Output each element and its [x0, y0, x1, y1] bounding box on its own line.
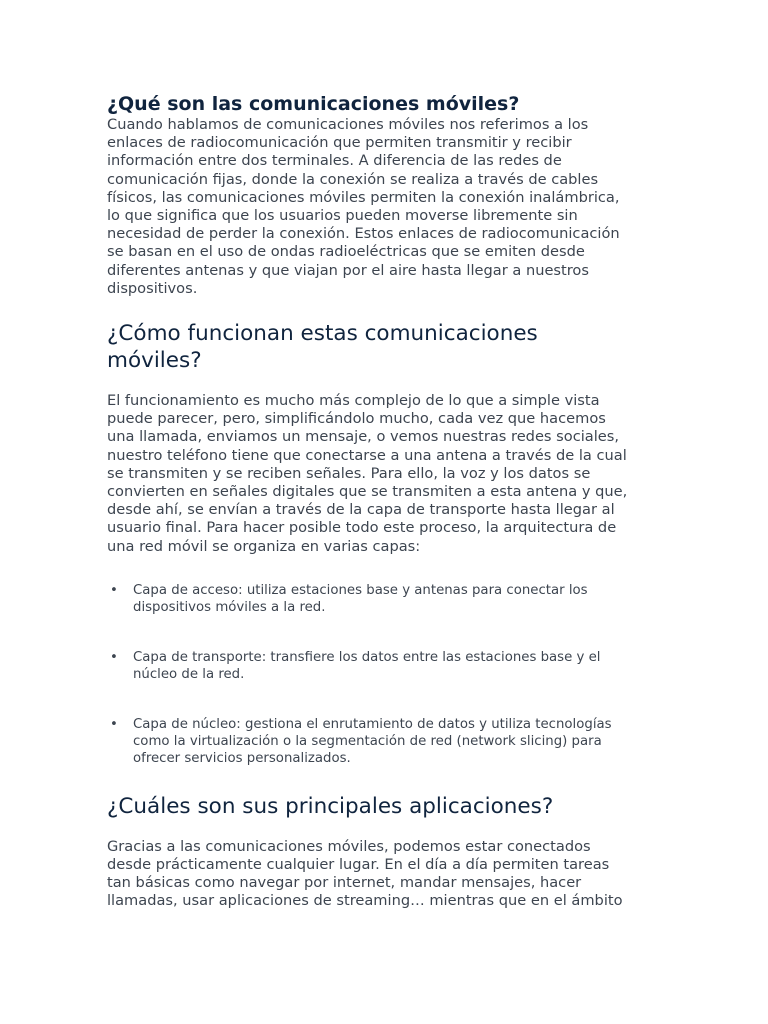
text-line: se transmiten y se reciben señales. Para ello, la voz y los datos se: [107, 464, 591, 482]
text-line: desde ahí, se envían a través de la capa de transporte hasta llegar al: [107, 501, 615, 519]
paragraph-que-son: [107, 116, 657, 298]
text-line: Capa de transporte: transfiere los datos entre las estaciones base y el: [133, 649, 601, 665]
text-line: convierten en señales digitales que se transmiten a esta antena y que,: [107, 483, 628, 501]
text-line: Gracias a las comunicaciones móviles, podemos estar conectados: [107, 837, 591, 855]
text-line: nuestro teléfono tiene que conectarse a una antena a través de la cual: [107, 446, 627, 464]
text-line: Capa de acceso: utiliza estaciones base y antenas para conectar los: [133, 582, 588, 598]
text-line: diferentes antenas y que viajan por el aire hasta llegar a nuestros: [107, 261, 589, 279]
text-line: núcleo de la red.: [133, 666, 245, 682]
text-line: desde prácticamente cualquier lugar. En el día a día permiten tareas: [107, 856, 610, 874]
text-line: como la virtualización o la segmentación de red (network slicing) para: [133, 733, 602, 749]
text-line: ofrecer servicios personalizados.: [133, 750, 351, 766]
bullet-icon: •: [110, 649, 118, 665]
text-line: Capa de núcleo: gestiona el enrutamiento de datos y utiliza tecnologías: [133, 716, 612, 732]
bullet-icon: •: [110, 582, 118, 598]
text-line: una llamada, enviamos un mensaje, o vemos nuestras redes sociales,: [107, 428, 619, 446]
section-heading-que-son: ¿Qué son las comunicaciones móviles?: [107, 93, 520, 115]
section-heading-aplicaciones: ¿Cuáles son sus principales aplicaciones?: [107, 793, 554, 819]
bullet-icon: •: [110, 716, 118, 732]
text-line: información entre dos terminales. A diferencia de las redes de: [107, 152, 562, 170]
text-line: puede parecer, pero, simplificándolo mucho, cada vez que hacemos: [107, 410, 606, 428]
text-line: usuario final. Para hacer posible todo este proceso, la arquitectura de: [107, 519, 617, 537]
text-line: necesidad de perder la conexión. Estos enlaces de radiocomunicación: [107, 225, 620, 243]
text-line: físicos, las comunicaciones móviles permiten la conexión inalámbrica,: [107, 188, 620, 206]
paragraph-como-funcionan: [107, 392, 657, 556]
text-line: dispositivos.: [107, 279, 198, 297]
list-item-capa-acceso: [107, 582, 657, 616]
text-line: comunicación fijas, donde la conexión se realiza a través de cables: [107, 170, 599, 188]
document-page: [107, 92, 657, 911]
text-line: una red móvil se organiza en varias capas:: [107, 537, 421, 555]
heading-line: ¿Cómo funcionan estas comunicaciones: [107, 321, 538, 347]
text-line: enlaces de radiocomunicación que permiten transmitir y recibir: [107, 134, 572, 152]
section-heading-como-funcionan: [107, 320, 657, 374]
list-item-capa-transporte: [107, 649, 657, 683]
text-line: dispositivos móviles a la red.: [133, 599, 326, 615]
network-layers-list: [107, 582, 657, 767]
text-line: El funcionamiento es mucho más complejo de lo que a simple vista: [107, 392, 600, 410]
heading-line: móviles?: [107, 348, 202, 374]
list-item-capa-nucleo: [107, 716, 657, 767]
text-line: se basan en el uso de ondas radioeléctricas que se emiten desde: [107, 243, 585, 261]
paragraph-aplicaciones: [107, 838, 657, 911]
text-line: tan básicas como navegar por internet, mandar mensajes, hacer: [107, 874, 582, 892]
text-line: lo que significa que los usuarios pueden moverse libremente sin: [107, 207, 578, 225]
text-line: Cuando hablamos de comunicaciones móviles nos referimos a los: [107, 116, 589, 133]
text-line: llamadas, usar aplicaciones de streaming… mientras que en el ámbito: [107, 892, 623, 910]
